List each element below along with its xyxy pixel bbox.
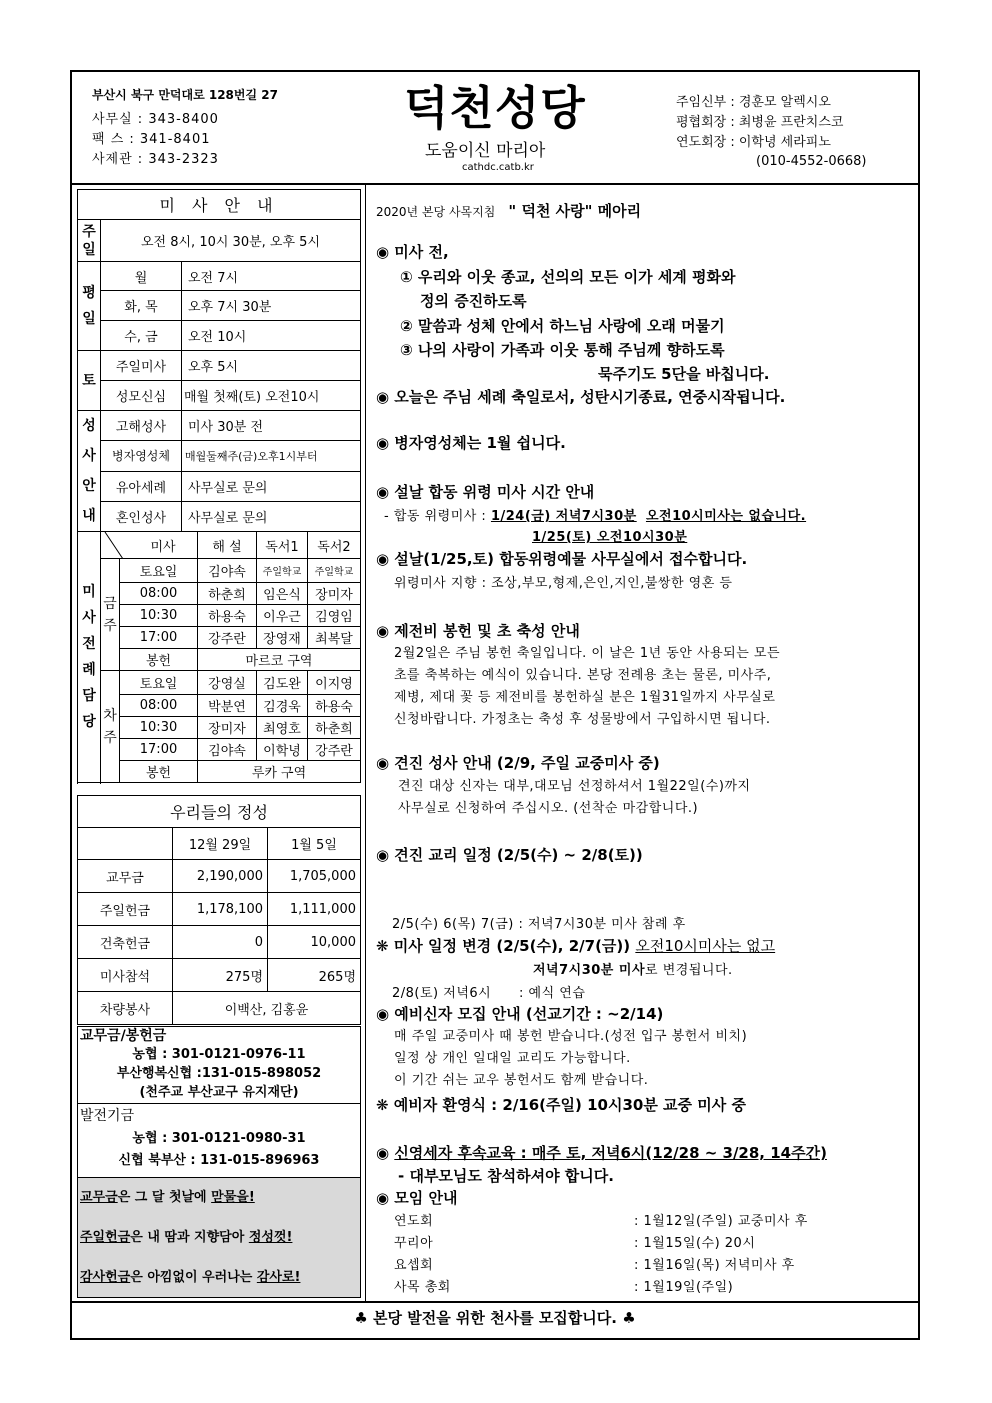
accounts-box-1 [77,1026,361,1104]
memorial-time-a: 1/24(금) 저녁7시30분 [490,509,637,524]
duty-head-commentary: 해 설 [198,532,257,559]
duty-person: 하용숙 [308,695,361,717]
slogan-end: 정성껏! [248,1230,293,1245]
offering-label: 건축헌금 [78,926,173,959]
sacrament-info: 매월둘째주(금)오후1시부터 [182,441,361,471]
duty-table [77,531,361,783]
slogan-end: 감사로! [256,1270,301,1285]
account-line: 농협 : 301-0121-0980-31 [132,1131,306,1146]
duty-person: 이우근 [257,605,308,627]
column-divider [365,183,366,1301]
weekday-day: 월 [101,262,182,291]
meeting-when: : 1월15일(수) 20시 [634,1236,756,1251]
duty-person: 하춘희 [308,717,361,739]
diagonal-line [101,532,153,559]
offering-heading: 우리들의 정성 [78,796,361,828]
fund-heading: 발전기금 [80,1108,135,1124]
duty-person: 강영실 [198,671,257,695]
sacrament-name: 혼인성사 [101,501,182,531]
mass-change-line2 [533,959,992,978]
confirmation-class-line: 2/8(토) 저녁6시 : 예식 연습 [392,986,586,1001]
confirmation-class-line: 2/5(수) 6(목) 7(금) : 저녁7시30분 미사 참례 후 [392,917,686,932]
meeting-when: : 1월19일(주일) [634,1280,734,1295]
meetings-list [394,1211,929,1299]
duty-head-reading1: 독서1 [257,532,308,559]
weekday-time: 오전 7시 [182,262,361,291]
mass-table [77,189,361,532]
slogan-line [78,1258,360,1298]
mass-change-time: 저녁7시30분 미사 [533,963,646,978]
offering-label: 교무금 [78,860,173,893]
duty-person: 김야속 [198,739,257,761]
sacrament-label-text: 성사안내 [82,418,96,524]
week2-label-text: 차주 [103,707,117,746]
notice-welcome-rite: ❋ 예비자 환영식 : 2/16(주일) 10시30분 교중 미사 중 [376,1096,746,1114]
staff-list [676,93,867,170]
fax-number: 팩 스 : 341-8401 [92,132,211,147]
offering-value: 1,111,000 [268,893,361,926]
duty-offer-label: 봉헌 [120,649,198,671]
sacrament-name: 고해성사 [101,411,182,441]
meeting-row [394,1255,929,1277]
offering-value: 265명 [268,959,361,992]
meeting-row [394,1277,929,1299]
duty-person: 최복달 [308,627,361,649]
confirmation-text [398,776,933,820]
meeting-name: 요셉회 [394,1258,434,1273]
week1-label [101,559,120,671]
meeting-row [394,1211,929,1233]
meeting-name: 꾸리아 [394,1236,434,1251]
sacrament-name: 병자영성체 [101,441,182,471]
notice-mass-prayer: ◉ 미사 전, [376,243,449,261]
meeting-name: 연도회 [394,1214,434,1229]
duty-person: 하춘희 [198,583,257,605]
slogan-keyword: 주일헌금 [80,1230,131,1245]
candle-line: 신청바랍니다. 가정초는 축성 후 성물방에서 구입하시면 됩니다. [394,712,771,727]
saturday-time: 오후 5시 [182,351,361,381]
footer-divider [72,1301,918,1303]
office-phone: 사무실 : 343-8400 [92,112,219,127]
accounts-heading: 교무금/봉헌금 [80,1028,167,1044]
duty-offer-zone: 마르코 구역 [198,649,361,671]
duty-person: 장영재 [257,627,308,649]
slogan-keyword: 감사헌금 [80,1270,131,1285]
prayer-item: ② 말씀과 성체 안에서 하느님 사랑에 오래 머물기 [400,317,725,335]
sacrament-name: 유아세례 [101,471,182,501]
prayer-item: ③ 나의 사랑이 가족과 이웃 통해 주님께 향하도록 [400,341,725,359]
mass-change-rest: 로 변경됩니다. [645,963,733,978]
duty-time: 08:00 [120,695,198,717]
duty-person: 이지영 [308,671,361,695]
sacrament-info: 미사 30분 전 [182,411,361,441]
car-volunteers: 이백산, 김홍윤 [173,992,361,1025]
motto-pre: 2020년 본당 사목지침 [376,205,496,219]
accounts-box-2 [77,1104,361,1178]
meeting-name: 사목 총회 [394,1280,451,1295]
neophyte-text: 신영세자 후속교육 : 매주 토, 저녁6시(12/28 ~ 3/28, 14주간) [394,1144,827,1162]
prayer-item: 정의 증진하도록 [420,292,527,310]
prayer-item: 묵주기도 5단을 바칩니다. [598,365,770,383]
staff-pastor: 주임신부 : 경훈모 알렉시오 [676,95,831,110]
sunday-label-text: 주일 [82,223,96,258]
duty-person: 임은식 [257,583,308,605]
duty-label-text: 미사전례담당 [82,584,96,730]
address: 부산시 북구 만덕대로 128번길 27 [92,88,278,102]
notice-confirmation: ◉ 견진 성사 안내 (2/9, 주일 교중미사 중) [376,754,660,772]
offering-value: 10,000 [268,926,361,959]
duty-time: 10:30 [120,717,198,739]
notice-confirmation-class: ◉ 견진 교리 일정 (2/5(수) ~ 2/8(토)) [376,846,643,864]
sacrament-info: 사무실로 문의 [182,471,361,501]
staff-yeondo: 연도회장 : 이학녕 세라피노 [676,135,831,150]
duty-offer-zone: 루카 구역 [198,761,361,783]
notice-baptism-feast: ◉ 오늘은 주님 세례 축일로서, 성탄시기종료, 연중시작됩니다. [376,388,786,406]
sacrament-info: 사무실로 문의 [182,501,361,531]
duty-person: 주일학교 [257,559,308,583]
week1-label-text: 금주 [103,595,117,634]
duty-person: 김도완 [257,671,308,695]
mass-change-note: 오전10시미사는 없고 [635,937,776,955]
duty-time: 토요일 [120,671,198,695]
notice-catechumen: ◉ 예비신자 모집 안내 (선교기간 : ~2/14) [376,1005,664,1023]
offering-value: 1,705,000 [268,860,361,893]
offering-label: 주일헌금 [78,893,173,926]
memorial-pre: - 합동 위령미사 : [384,509,491,524]
weekday-time: 오후 7시 30분 [182,291,361,321]
account-line: 신협 북부산 : 131-015-896963 [118,1153,320,1168]
slogan-text: 은 그 달 첫날에 [117,1190,212,1205]
weekday-day: 수, 금 [101,321,182,351]
motto-text: " 덕천 사랑" 메아리 [508,202,642,220]
duty-time: 10:30 [120,605,198,627]
saturday-item: 주일미사 [101,351,182,381]
week2-label [101,671,120,783]
account-line: (천주교 부산교구 유지재단) [139,1085,299,1100]
slogan-text: 은 내 땀과 지향담아 [130,1230,249,1245]
saturday-item: 성모신심 [101,381,182,411]
candle-text [394,643,929,731]
offering-date: 12월 29일 [173,828,268,860]
duty-person: 장미자 [308,583,361,605]
duty-time: 토요일 [120,559,198,583]
slogan-line [78,1218,360,1258]
duty-head-mass: 미사 [150,539,176,555]
weekday-time: 오전 10시 [182,321,361,351]
mass-change-pre: ❋ 미사 일정 변경 (2/5(수), 2/7(금)) [376,937,636,955]
duty-person: 하용숙 [198,605,257,627]
duty-person: 최영호 [257,717,308,739]
memorial-intentions: 위령미사 지향 : 조상,부모,형제,은인,지인,불쌍한 영혼 등 [394,576,733,591]
account-line: 농협 : 301-0121-0976-11 [132,1047,306,1062]
offering-date: 1월 5일 [268,828,361,860]
confirmation-line: 견진 대상 신자는 대부,대모님 선정하셔서 1월22일(수)까지 [398,779,751,794]
saturday-time: 매월 첫째(토) 오전10시 [182,381,361,411]
meeting-when: : 1월16일(목) 저녁미사 후 [634,1258,795,1273]
staff-phone: (010-4552-0668) [756,154,867,169]
offering-table [77,795,361,1025]
duty-time: 08:00 [120,583,198,605]
duty-person: 이학녕 [257,739,308,761]
notice-sick-communion: ◉ 병자영성체는 1월 쉽니다. [376,434,566,452]
memorial-mass-line [384,505,919,524]
duty-person: 강주란 [308,739,361,761]
footer-recruit: ♣ 본당 발전을 위한 천사를 모집합니다. ♣ [354,1309,636,1327]
catechumen-text [394,1026,929,1092]
meeting-row [394,1233,929,1255]
duty-time: 17:00 [120,739,198,761]
catechumen-line: 일정 상 개인 일대일 교리도 가능합니다. [394,1051,631,1066]
offering-value: 0 [173,926,268,959]
catechumen-line: 매 주일 교중미사 때 봉헌 받습니다.(성전 입구 봉헌서 비치) [394,1029,748,1044]
motto [376,200,911,221]
candle-line: 제병, 제대 꽃 등 제전비를 봉헌하실 분은 1월31일까지 사무실로 [394,690,776,705]
memorial-time-b: 1/25(토) 오전10시30분 [532,530,688,545]
car-label: 차량봉사 [78,992,173,1025]
memorial-note: 오전10시미사는 없습니다. [645,509,807,524]
offering-corner [78,828,173,860]
notice-neophyte [376,1142,911,1163]
notice-candle-blessing: ◉ 제전비 봉헌 및 초 축성 안내 [376,622,580,640]
notice-mass-change [376,935,911,956]
parish-url: cathdc.catb.kr [462,162,534,173]
header-divider [72,183,918,185]
duty-label [78,532,101,783]
duty-person: 강주란 [198,627,257,649]
offering-value: 2,190,000 [173,860,268,893]
notice-meetings: ◉ 모임 안내 [376,1189,458,1207]
weekday-label-text: 평일 [82,285,96,327]
neophyte-line2: - 대부모님도 참석하셔야 합니다. [398,1167,614,1185]
offering-label: 미사참석 [78,959,173,992]
duty-head-reading2: 독서2 [308,532,361,559]
duty-corner [101,532,198,559]
catechumen-line: 이 기간 쉬는 교우 봉헌서도 함께 받습니다. [394,1073,649,1088]
parish-subtitle: 도움이신 마리아 [425,141,546,161]
saturday-label: 토 [78,351,101,411]
sacrament-label [78,411,101,532]
confirmation-line: 사무실로 신청하여 주십시오. (선착순 마감합니다.) [398,801,699,816]
candle-line: 초를 축복하는 예식이 있습니다. 본당 전례용 초는 물론, 미사주, [394,668,772,683]
notice-memorial-offering: ◉ 설날(1/25,토) 합동위령예물 사무실에서 접수합니다. [376,550,748,568]
slogan-end: 맏물을! [211,1190,255,1205]
prayer-item: ① 우리와 이웃 종교, 선의의 모든 이가 세계 평화와 [400,268,736,286]
weekday-label [78,262,101,351]
duty-person: 주일학교 [308,559,361,583]
duty-person: 김경욱 [257,695,308,717]
duty-person: 박분연 [198,695,257,717]
parish-title: 덕천성당 [404,81,586,135]
sunday-label [78,220,101,262]
candle-line: 2월2일은 주님 봉헌 축일입니다. 이 날은 1년 동안 사용되는 모든 [394,646,781,661]
slogan-box [77,1178,361,1298]
offering-value: 275명 [173,959,268,992]
weekday-day: 화, 목 [101,291,182,321]
slogan-line [78,1178,360,1218]
duty-person: 장미자 [198,717,257,739]
sunday-times: 오전 8시, 10시 30분, 오후 5시 [101,220,361,262]
offering-value: 1,178,100 [173,893,268,926]
neophyte-pre: ◉ [376,1144,395,1162]
duty-person: 김영임 [308,605,361,627]
staff-council: 평협회장 : 최병윤 프란치스코 [676,115,844,130]
rectory-phone: 사제관 : 343-2323 [92,152,219,167]
duty-person: 김야속 [198,559,257,583]
duty-time: 17:00 [120,627,198,649]
slogan-keyword: 교무금 [80,1190,118,1205]
slogan-text: 은 아낌없이 우러나는 [130,1270,257,1285]
mass-heading: 미 사 안 내 [78,190,361,220]
duty-offer-label: 봉헌 [120,761,198,783]
notice-memorial-mass: ◉ 설날 합동 위령 미사 시간 안내 [376,483,595,501]
account-line: 부산행복신협 :131-015-898052 [116,1066,322,1081]
meeting-when: : 1월12일(주일) 교중미사 후 [634,1214,808,1229]
